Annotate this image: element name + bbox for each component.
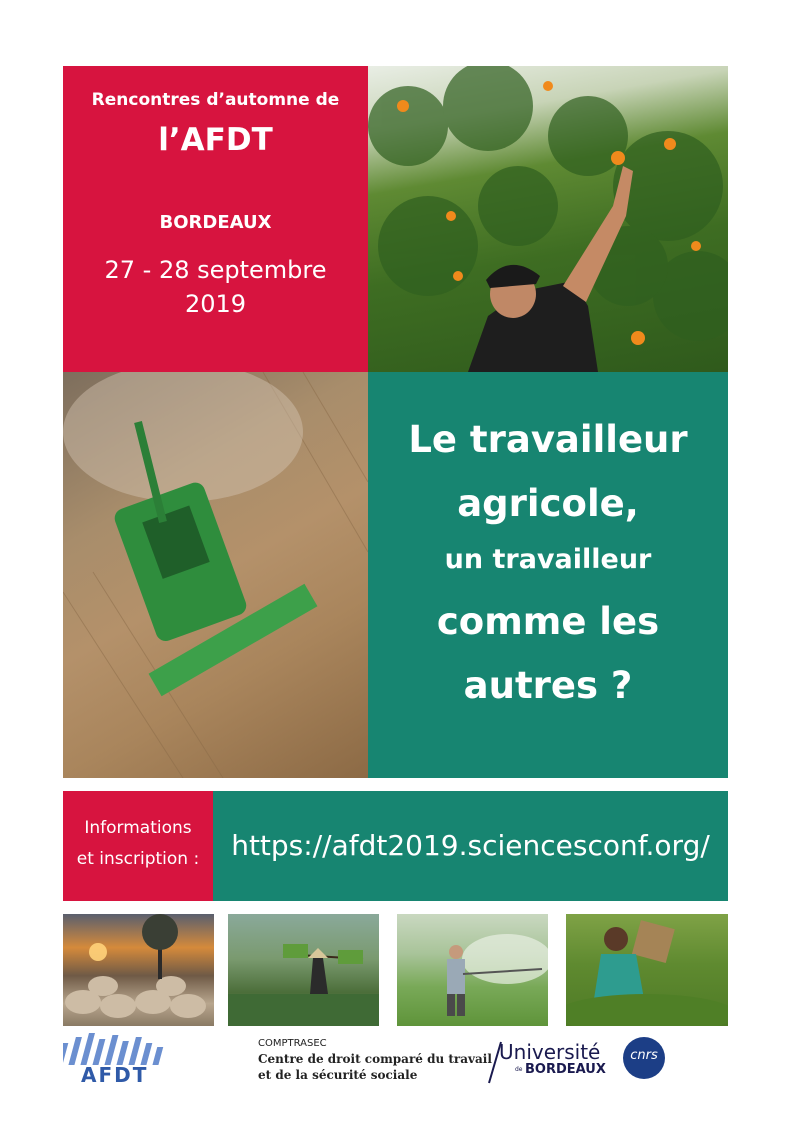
comptrasec-description-line-2: et de la sécurité sociale (258, 1068, 418, 1082)
rice-carrier-illustration (228, 914, 379, 1026)
photo-crop-spraying (397, 914, 548, 1026)
info-label-line-2: et inscription : (76, 849, 200, 869)
event-title-block (368, 372, 728, 778)
photo-sheep-herd (63, 914, 214, 1026)
crop-spraying-illustration (397, 914, 548, 1026)
comptrasec-name: COMPTRASEC (258, 1038, 327, 1049)
combine-harvester-illustration (63, 372, 368, 778)
title-line-3: un travailleur (444, 544, 652, 575)
event-city: BORDEAUX (159, 212, 272, 233)
universite-bordeaux-logo (485, 1040, 606, 1085)
event-organisation: l’AFDT (158, 122, 273, 158)
cnrs-logo-text: cnrs (630, 1048, 658, 1063)
info-label-box (63, 791, 213, 901)
event-info-block (63, 66, 368, 372)
orange-picker-illustration (368, 66, 728, 372)
title-line-2: agricole, (457, 482, 639, 525)
afdt-logo-text: AFDT (81, 1063, 149, 1087)
cnrs-logo (623, 1037, 665, 1079)
sheep-illustration (63, 914, 214, 1026)
photo-orange-picker (368, 66, 728, 372)
photo-combine-harvester (63, 372, 368, 778)
title-line-1: Le travailleur (408, 418, 688, 461)
ubx-logo-top-text: Université (499, 1040, 601, 1064)
photo-tea-picker (566, 914, 728, 1026)
ubx-logo-de-text: de (515, 1066, 523, 1073)
info-url-box (213, 791, 728, 901)
event-intro: Rencontres d’automne de (91, 90, 340, 110)
event-dates: 27 - 28 septembre (104, 256, 327, 284)
afdt-logo-bars-icon (63, 1033, 187, 1065)
registration-url-link[interactable]: https://afdt2019.sciencesconf.org/ (231, 829, 710, 862)
title-line-5: autres ? (463, 664, 633, 707)
info-label-line-1: Informations (84, 818, 192, 838)
ubx-logo-bottom-text: BORDEAUX (525, 1062, 606, 1077)
photo-rice-carrier (228, 914, 379, 1026)
event-year: 2019 (184, 290, 247, 318)
tea-picker-illustration (566, 914, 728, 1026)
afdt-logo (63, 1033, 187, 1085)
title-line-4: comme les (436, 600, 660, 643)
comptrasec-description-line-1: Centre de droit comparé du travail (258, 1052, 492, 1066)
